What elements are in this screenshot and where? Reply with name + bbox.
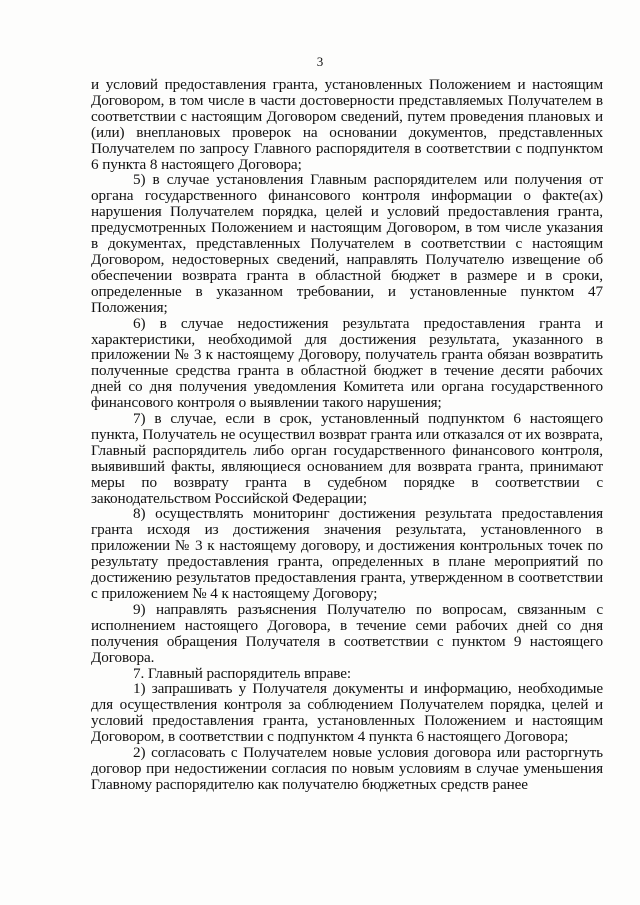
paragraph-item-7: 7) в случае, если в срок, установленный подпунктом 6 настоящего пункта, Получатель не осуществил возврат гранта или отказался от их возврата, Главный распорядитель либо орган государственного финансового контроля, выявивший факты, являющиеся основанием для возврата гранта, принимают меры по возврату гранта в судебном порядке в соответствии с законодательством Российской Федерации; [91, 410, 603, 507]
page-number: 3 [316, 54, 324, 69]
paragraph-item-8: 8) осуществлять мониторинг достижения результата предоставления гранта исходя из достижения значения результата, установленного в приложении № 3 к настоящему договору, и достижения контрольных точек по результату предоставления гранта, определенных в плане мероприятий по достижению результатов предоставления гранта, утвержденном в соответствии с приложением № 4 к настоящему Договору; [91, 505, 603, 602]
paragraph-right-1: 1) запрашивать у Получателя документы и информацию, необходимые для осуществления контроля за соблюдением Получателем порядка, целей и условий предоставления гранта, установленных Положением и настоящим Договором, в соответствии с подпунктом 4 пункта 6 настоящего Договора; [91, 680, 603, 746]
paragraph-item-9: 9) направлять разъяснения Получателю по вопросам, связанным с исполнением настоящего Договора, в течение семи рабочих дней со дня получения обращения Получателя в соответствии с пунктом 9 настоящего Договора. [91, 600, 603, 666]
paragraph-item-6: 6) в случае недостижения результата предоставления гранта и характеристики, необходимой для достижения результата, указанного в приложении № 3 к настоящему Договору, получатель гранта обязан возвратить полученные средства гранта в областной бюджет в течение десяти рабочих дней со дня получения уведомления Комитета или органа государственного финансового контроля о выявлении такого нарушения; [91, 314, 603, 412]
document-body [91, 77, 603, 793]
paragraph-item-5: 5) в случае установления Главным распорядителем или получения от органа государственного финансового контроля информации о факте(ах) нарушения Получателем порядка, целей и условий предоставления гранта, предусмотренных Положением и настоящим Договором, в том числе указания в документах, представленных Получателем в соответствии с настоящим Договором, недостоверных сведений, направлять Получателю извещение об обеспечении возврата гранта в областной бюджет в размере и в сроки, определенные в указанном требовании, и установленные пунктом 47 Положения; [91, 171, 603, 316]
paragraph-right-2: 2) согласовать с Получателем новые условия договора или расторгнуть договор при недостижении согласия по новым условиям в случае уменьшения Главному распорядителю как получателю бюджетных средств ранее [91, 744, 603, 793]
paragraph-continuation: и условий предоставления гранта, установленных Положением и настоящим Договором, в том числе в части достоверности представляемых Получателем в соответствии с настоящим Договором сведений, путем проведения плановых и (или) внеплановых проверок на основании документов, представленных Получателем по запросу Главного распорядителя в соответствии с подпунктом 6 пункта 8 настоящего Договора; [91, 76, 603, 173]
section-heading-7: 7. Главный распорядитель вправе: [133, 664, 351, 682]
